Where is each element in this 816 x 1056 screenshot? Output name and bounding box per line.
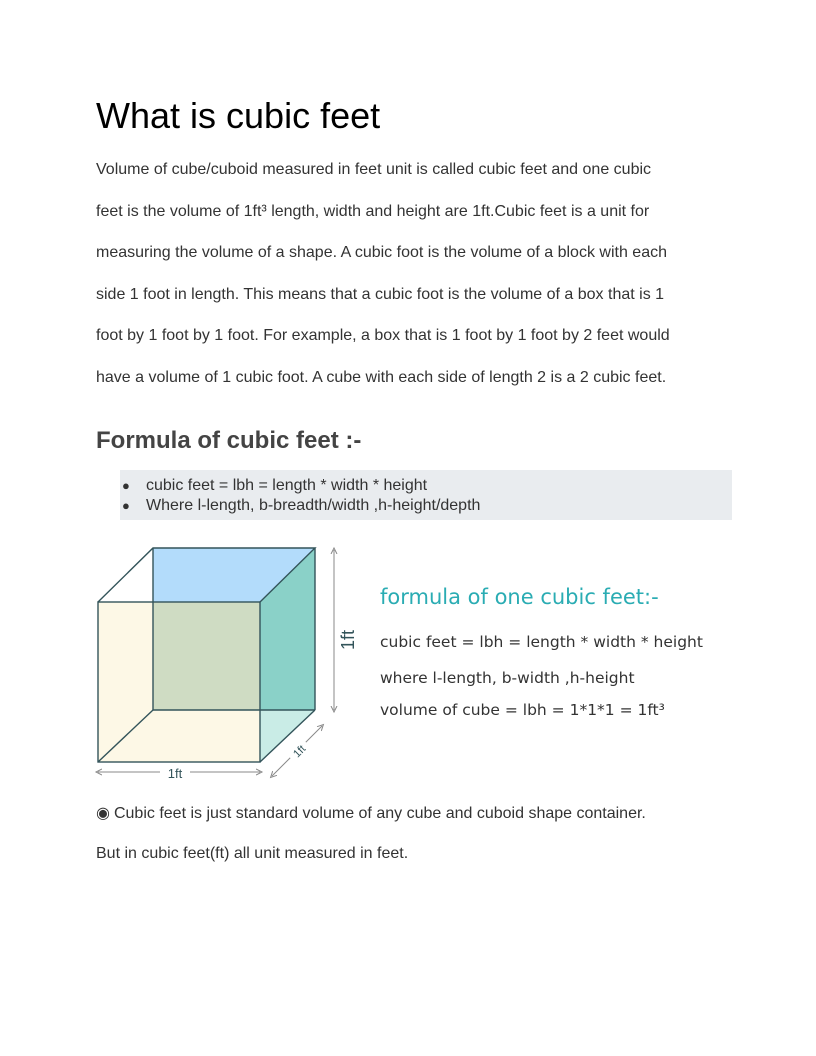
closing-note bbox=[96, 796, 736, 878]
depth-label: 1ft bbox=[291, 743, 309, 761]
note-line: But in cubic feet(ft) all unit measured in feet. bbox=[96, 845, 409, 862]
cube-figure bbox=[90, 538, 750, 798]
note-line bbox=[96, 796, 736, 837]
paragraph-line: have a volume of 1 cubic foot. A cube with each side of length 2 is a 2 cubic feet. bbox=[96, 368, 667, 386]
cube-diagram bbox=[90, 538, 750, 798]
formula-list bbox=[120, 470, 732, 516]
list-item bbox=[120, 476, 732, 496]
page-title: What is cubic feet bbox=[96, 95, 381, 136]
figure-line: volume of cube = lbh = 1*1*1 = 1ft³ bbox=[380, 701, 665, 719]
height-label: 1ft bbox=[337, 629, 358, 651]
paragraph-line: Volume of cube/cuboid measured in feet unit is called cubic feet and one cubic bbox=[96, 161, 652, 178]
list-item bbox=[120, 496, 732, 516]
formula-list-box bbox=[120, 470, 732, 520]
bullet-icon: ● bbox=[122, 498, 130, 513]
cube-inner-overlap bbox=[153, 602, 260, 710]
paragraph-line: feet is the volume of 1ft³ length, width and height are 1ft.Cubic feet is a unit for bbox=[96, 202, 650, 220]
note-text: Cubic feet is just standard volume of any cube and cuboid shape container. bbox=[113, 805, 646, 822]
radio-bullet-icon: ◉ bbox=[96, 803, 110, 822]
intro-paragraph bbox=[96, 153, 736, 402]
list-item-text: Where l-length, b-breadth/width ,h-height/depth bbox=[146, 497, 481, 514]
paragraph-line: measuring the volume of a shape. A cubic foot is the volume of a block with each bbox=[96, 244, 667, 261]
paragraph-line: side 1 foot in length. This means that a cubic foot is the volume of a box that is 1 bbox=[96, 285, 665, 303]
formula-heading: Formula of cubic feet :- bbox=[96, 427, 362, 454]
bullet-icon: ● bbox=[122, 478, 130, 493]
figure-line: cubic feet = lbh = length * width * height bbox=[380, 633, 703, 651]
figure-heading: formula of one cubic feet:- bbox=[380, 585, 659, 609]
width-label: 1ft bbox=[167, 766, 183, 781]
paragraph-line: foot by 1 foot by 1 foot. For example, a box that is 1 foot by 1 foot by 2 feet would bbox=[96, 327, 670, 344]
figure-line: where l-length, b-width ,h-height bbox=[380, 669, 635, 687]
list-item-text: cubic feet = lbh = length * width * height bbox=[146, 477, 428, 494]
